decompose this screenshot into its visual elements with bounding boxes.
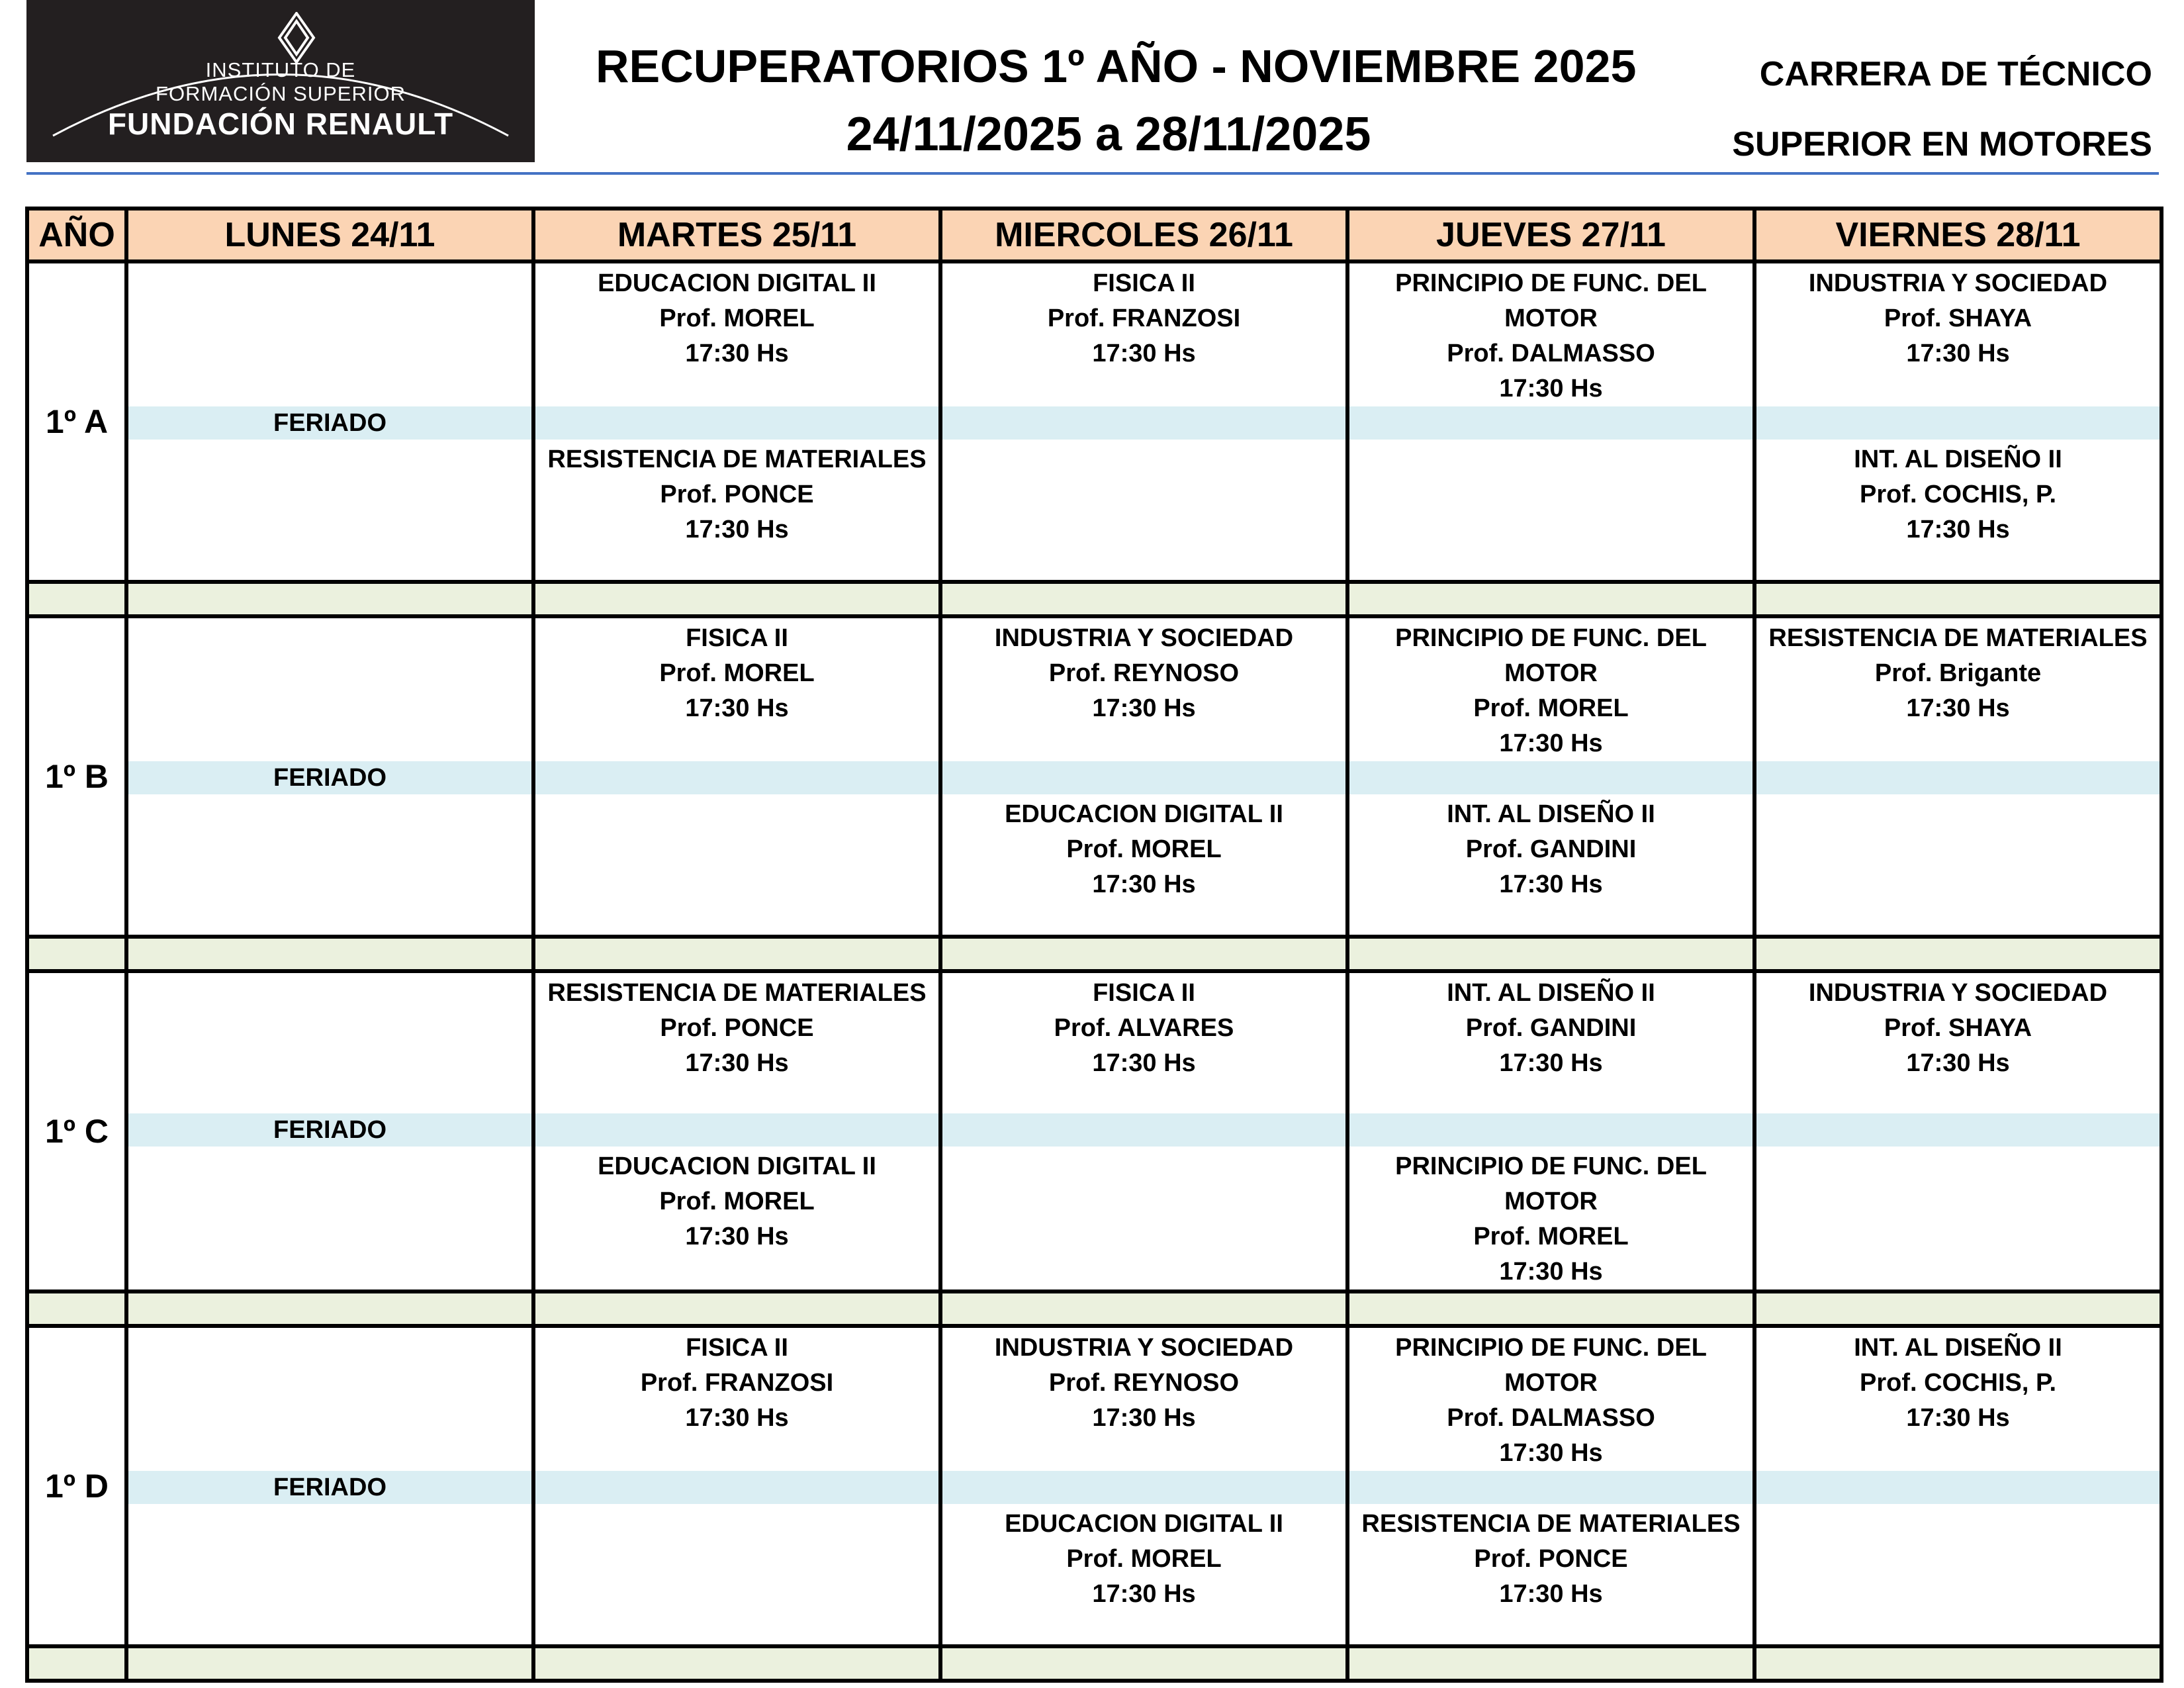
exam-entry [1756,618,2160,726]
exam-entry-line: PRINCIPIO DE FUNC. DEL [1395,1334,1707,1362]
logo-line-2: FORMACIÓN SUPERIOR [156,82,406,105]
exam-entry [535,1147,938,1254]
holiday-label: FERIADO [126,761,533,794]
monday-cell [126,794,533,937]
exam-entry [1756,1504,2160,1507]
exam-entry [1756,1147,2160,1149]
thursday-cell [1347,440,1754,582]
exam-entry-line: PRINCIPIO DE FUNC. DEL [1395,1152,1707,1180]
wednesday-cell [940,971,1347,1113]
course-row-band [27,761,2161,794]
course-row-top [27,261,2161,406]
exam-entry-line: Prof. MOREL [1473,694,1629,722]
holiday-label: FERIADO [126,1471,533,1504]
thursday-cell [1347,794,1754,937]
band-cell [533,1113,940,1147]
exam-entry-line: 17:30 Hs [1499,1258,1603,1286]
separator-cell [533,582,940,616]
wednesday-cell [940,1326,1347,1471]
exam-entry-line: 17:30 Hs [1092,694,1196,722]
logo-line-1: INSTITUTO DE [205,58,356,81]
column-header-thursday: JUEVES 27/11 [1347,209,1754,261]
separator-cell [1347,1291,1754,1326]
band-cell [1347,761,1754,794]
course-row-top [27,616,2161,761]
exam-entry-line: 17:30 Hs [685,1404,789,1432]
exam-entry-line: Prof. ALVARES [1054,1014,1234,1042]
exam-entry-line: 17:30 Hs [1499,729,1603,757]
exam-entry-line: Prof. PONCE [660,481,814,508]
exam-entry [1349,1504,1752,1612]
exam-entry-line: 17:30 Hs [1906,340,2010,367]
band-cell [940,761,1347,794]
separator-cell [27,582,126,616]
thursday-cell [1347,971,1754,1113]
exam-entry-line: RESISTENCIA DE MATERIALES [1361,1510,1741,1538]
header-rule [26,172,2159,175]
renault-diamond-icon [277,12,316,64]
tuesday-cell [533,1147,940,1291]
thursday-cell [1347,616,1754,761]
exam-entry-line: INDUSTRIA Y SOCIEDAD [1808,269,2108,297]
wednesday-cell [940,261,1347,406]
monday-cell [126,616,533,761]
holiday-label: FERIADO [126,1113,533,1147]
exam-entry-line: Prof. PONCE [1474,1545,1628,1573]
course-row-band [27,1113,2161,1147]
exam-entry-line: Prof. REYNOSO [1048,1369,1240,1397]
exam-entry [1349,440,1752,442]
monday-cell [126,1326,533,1471]
exam-entry-line: 17:30 Hs [1906,694,2010,722]
tuesday-cell [533,1504,940,1646]
friday-cell [1754,971,2161,1113]
exam-entry [942,794,1345,902]
wednesday-cell [940,1147,1347,1291]
course-row-bottom [27,1504,2161,1646]
monday-cell [126,1147,533,1291]
monday-cell [126,440,533,582]
tuesday-cell [533,794,940,937]
friday-cell [1754,1504,2161,1646]
exam-entry-line: INT. AL DISEÑO II [1854,445,2062,473]
exam-entry-line: Prof. MOREL [659,305,815,332]
exam-entry-line: RESISTENCIA DE MATERIALES [547,445,927,473]
exam-entry-line: 17:30 Hs [1092,870,1196,898]
exam-entry-line: INDUSTRIA Y SOCIEDAD [994,1334,1294,1362]
separator-cell [533,937,940,971]
exam-entry-line: Prof. FRANZOSI [640,1369,834,1397]
career-line-1: CARRERA DE TÉCNICO [1759,55,2152,93]
exam-entry-line: 17:30 Hs [1092,1580,1196,1608]
exam-entry [535,973,938,1081]
exam-entry-line: Prof. MOREL [1473,1223,1629,1250]
exam-entry-line: MOTOR [1504,659,1598,687]
course-row-top [27,1326,2161,1471]
exam-entry-line: INT. AL DISEÑO II [1447,979,1655,1007]
band-cell [1347,406,1754,440]
course-row-bottom [27,794,2161,937]
separator-cell [1754,1646,2161,1681]
exam-entry-line: EDUCACION DIGITAL II [1005,800,1283,828]
monday-cell [126,1504,533,1646]
exam-entry [942,1147,1345,1149]
separator-cell [27,1291,126,1326]
separator-cell [940,582,1347,616]
band-cell [1754,761,2161,794]
exam-entry [942,440,1345,442]
band-cell [1754,1471,2161,1504]
exam-entry-line: Prof. REYNOSO [1048,659,1240,687]
separator-row [27,582,2161,616]
exam-entry [1349,1147,1752,1289]
exam-entry-line: FISICA II [686,1334,788,1362]
separator-cell [940,1646,1347,1681]
separator-cell [27,1646,126,1681]
exam-entry-line: Prof. COCHIS, P. [1859,1369,2057,1397]
exam-entry-line: MOTOR [1504,1369,1598,1397]
year-cell: 1º B [27,616,126,937]
exam-entry-line: PRINCIPIO DE FUNC. DEL [1395,624,1707,652]
exam-entry-line: 17:30 Hs [685,694,789,722]
tuesday-cell [533,440,940,582]
exam-entry-line: Prof. SHAYA [1884,1014,2032,1042]
monday-cell [126,261,533,406]
exam-entry-line: Prof. DALMASSO [1447,1404,1655,1432]
exam-entry-line: INDUSTRIA Y SOCIEDAD [994,624,1294,652]
tuesday-cell [533,971,940,1113]
thursday-cell [1347,1504,1754,1646]
separator-cell [126,1646,533,1681]
separator-cell [940,1291,1347,1326]
exam-entry [1756,794,2160,797]
career-line-2: SUPERIOR EN MOTORES [1732,125,2152,164]
exam-entry [1756,440,2160,547]
separator-cell [1347,582,1754,616]
exam-entry-line: 17:30 Hs [1906,1049,2010,1077]
exam-entry-line: Prof. MOREL [659,659,815,687]
band-cell [533,761,940,794]
tuesday-cell [533,261,940,406]
separator-cell [940,937,1347,971]
monday-cell [126,971,533,1113]
exam-entry [1756,973,2160,1081]
exam-entry-line: MOTOR [1504,1188,1598,1215]
thursday-cell [1347,1147,1754,1291]
band-cell [533,406,940,440]
separator-cell [1347,1646,1754,1681]
band-cell [533,1471,940,1504]
exam-entry-line: 17:30 Hs [1499,1580,1603,1608]
exam-entry-line: Prof. GANDINI [1465,835,1637,863]
exam-entry-line: Prof. MOREL [1066,1545,1222,1573]
friday-cell [1754,261,2161,406]
exam-entry-line: 17:30 Hs [1499,375,1603,402]
exam-entry [535,1504,938,1507]
friday-cell [1754,1147,2161,1291]
band-cell [1754,1113,2161,1147]
exam-entry-line: FISICA II [1093,269,1195,297]
exam-entry [942,1328,1345,1436]
exam-entry-line: 17:30 Hs [685,340,789,367]
separator-row [27,937,2161,971]
course-row-top [27,971,2161,1113]
exam-entry-line: INT. AL DISEÑO II [1854,1334,2062,1362]
thursday-cell [1347,261,1754,406]
year-cell: 1º A [27,261,126,582]
exam-entry-line: 17:30 Hs [1092,1404,1196,1432]
exam-entry-line: 17:30 Hs [1499,870,1603,898]
exam-entry-line: Prof. MOREL [659,1188,815,1215]
year-cell: 1º C [27,971,126,1291]
band-cell [940,1471,1347,1504]
exam-entry-line: FISICA II [1093,979,1195,1007]
exam-entry-line: MOTOR [1504,305,1598,332]
exam-entry-line: Prof. COCHIS, P. [1859,481,2057,508]
wednesday-cell [940,616,1347,761]
tuesday-cell [533,616,940,761]
separator-row [27,1291,2161,1326]
wednesday-cell [940,440,1347,582]
band-cell [1347,1471,1754,1504]
exam-entry [942,1504,1345,1612]
exam-entry-line: RESISTENCIA DE MATERIALES [547,979,927,1007]
exam-entry [535,794,938,797]
course-row-band [27,406,2161,440]
exam-entry-line: PRINCIPIO DE FUNC. DEL [1395,269,1707,297]
band-cell [940,1113,1347,1147]
exam-entry [1349,973,1752,1081]
separator-cell [126,582,533,616]
exam-entry-line: Prof. DALMASSO [1447,340,1655,367]
separator-row [27,1646,2161,1681]
exam-entry [535,618,938,726]
exam-entry-line: Prof. Brigante [1874,659,2042,687]
exam-entry [1349,263,1752,406]
exam-entry-line: Prof. GANDINI [1465,1014,1637,1042]
separator-cell [1754,1291,2161,1326]
exam-entry [535,263,938,371]
holiday-label: FERIADO [126,406,533,440]
exam-entry [942,973,1345,1081]
column-header-wednesday: MIERCOLES 26/11 [940,209,1347,261]
friday-cell [1754,440,2161,582]
separator-cell [1754,582,2161,616]
exam-entry-line: Prof. SHAYA [1884,305,2032,332]
band-cell [940,406,1347,440]
exam-entry [942,263,1345,371]
separator-cell [27,937,126,971]
band-cell [1754,406,2161,440]
band-cell [1347,1113,1754,1147]
exam-entry-line: Prof. FRANZOSI [1047,305,1241,332]
exam-entry [942,618,1345,726]
exam-entry-line: 17:30 Hs [1906,516,2010,543]
schedule-body [27,261,2161,1681]
thursday-cell [1347,1326,1754,1471]
exam-schedule-table [25,207,2163,1683]
friday-cell [1754,616,2161,761]
logo-line-3: FUNDACIÓN RENAULT [107,107,454,141]
separator-cell [533,1646,940,1681]
exam-entry [535,1328,938,1436]
exam-entry-line: 17:30 Hs [1092,1049,1196,1077]
column-header-monday: LUNES 24/11 [126,209,533,261]
exam-entry-line: INDUSTRIA Y SOCIEDAD [1808,979,2108,1007]
column-header-friday: VIERNES 28/11 [1754,209,2161,261]
exam-entry [1756,1328,2160,1436]
exam-entry-line: 17:30 Hs [1499,1439,1603,1467]
course-row-bottom [27,1147,2161,1291]
page-title: RECUPERATORIOS 1º AÑO - NOVIEMBRE 2025 [596,40,1637,92]
tuesday-cell [533,1326,940,1471]
exam-entry-line: INT. AL DISEÑO II [1447,800,1655,828]
exam-entry-line: 17:30 Hs [685,516,789,543]
institute-logo [26,0,535,162]
exam-entry [1349,618,1752,761]
course-row-band [27,1471,2161,1504]
exam-entry-line: 17:30 Hs [1499,1049,1603,1077]
exam-entry-line: Prof. PONCE [660,1014,814,1042]
separator-cell [1347,937,1754,971]
exam-entry-line: 17:30 Hs [685,1223,789,1250]
wednesday-cell [940,794,1347,937]
exam-entry-line: FISICA II [686,624,788,652]
exam-entry-line: 17:30 Hs [1092,340,1196,367]
course-row-bottom [27,440,2161,582]
friday-cell [1754,794,2161,937]
exam-entry [1756,263,2160,371]
friday-cell [1754,1326,2161,1471]
exam-entry-line: EDUCACION DIGITAL II [1005,1510,1283,1538]
header-row [27,209,2161,261]
exam-entry-line: RESISTENCIA DE MATERIALES [1768,624,2148,652]
column-header-tuesday: MARTES 25/11 [533,209,940,261]
exam-entry-line: 17:30 Hs [1906,1404,2010,1432]
exam-entry-line: EDUCACION DIGITAL II [598,269,876,297]
separator-cell [126,1291,533,1326]
exam-entry-line: EDUCACION DIGITAL II [598,1152,876,1180]
separator-cell [1754,937,2161,971]
year-cell: 1º D [27,1326,126,1646]
exam-entry-line: Prof. MOREL [1066,835,1222,863]
date-range: 24/11/2025 a 28/11/2025 [846,108,1371,161]
exam-entry [535,440,938,547]
column-header-year: AÑO [27,209,126,261]
separator-cell [533,1291,940,1326]
exam-entry [1349,1328,1752,1471]
exam-entry [1349,794,1752,902]
separator-cell [126,937,533,971]
exam-entry-line: 17:30 Hs [685,1049,789,1077]
wednesday-cell [940,1504,1347,1646]
